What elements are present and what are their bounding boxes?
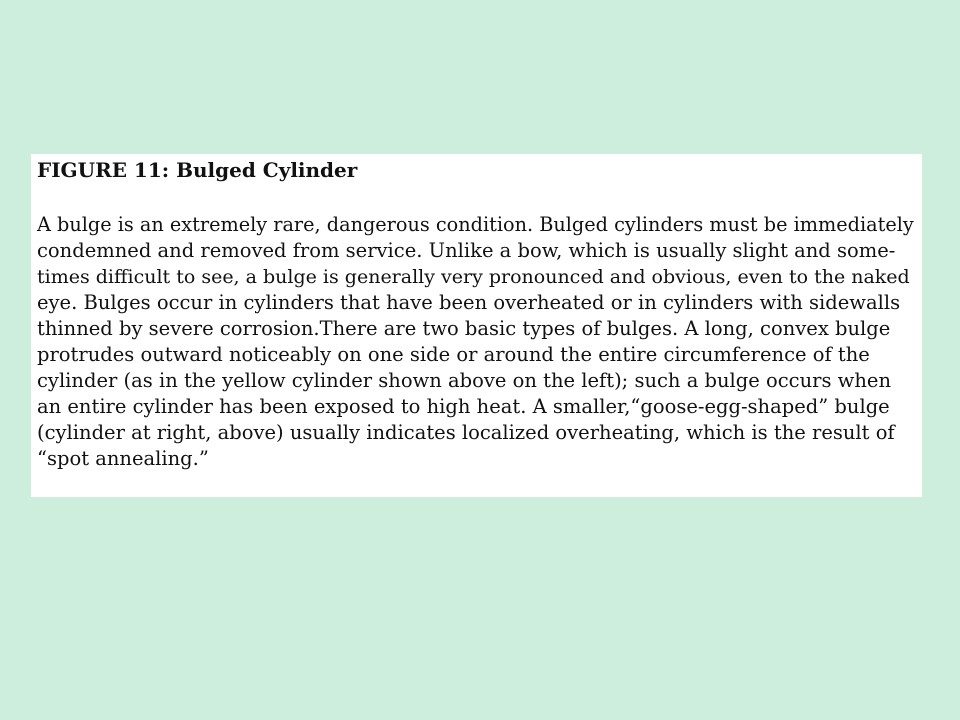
description-line: times difficult to see, a bulge is generally very pronounced and obvious, even to the naked: [37, 266, 910, 288]
description-line: cylinder (as in the yellow cylinder shown above on the left); such a bulge occurs when: [37, 369, 892, 392]
description-line: thinned by severe corrosion.There are two basic types of bulges. A long, convex bulge: [37, 317, 891, 340]
description-line: condemned and removed from service. Unlike a bow, which is usually slight and some-: [37, 239, 896, 262]
figure-description: [37, 212, 916, 472]
figure-title: FIGURE 11: Bulged Cylinder: [37, 158, 358, 182]
description-line: “spot annealing.”: [37, 447, 209, 470]
description-line: (cylinder at right, above) usually indicates localized overheating, which is the result of: [37, 421, 895, 444]
description-line: eye. Bulges occur in cylinders that have been overheated or in cylinders with sidewalls: [37, 291, 901, 314]
description-line: protrudes outward noticeably on one side or around the entire circumference of the: [37, 343, 870, 366]
description-line: A bulge is an extremely rare, dangerous condition. Bulged cylinders must be immediately: [37, 213, 914, 236]
description-line: an entire cylinder has been exposed to high heat. A smaller,“goose-egg-shaped” bulge: [37, 395, 890, 418]
figure-caption-box: [31, 154, 922, 497]
